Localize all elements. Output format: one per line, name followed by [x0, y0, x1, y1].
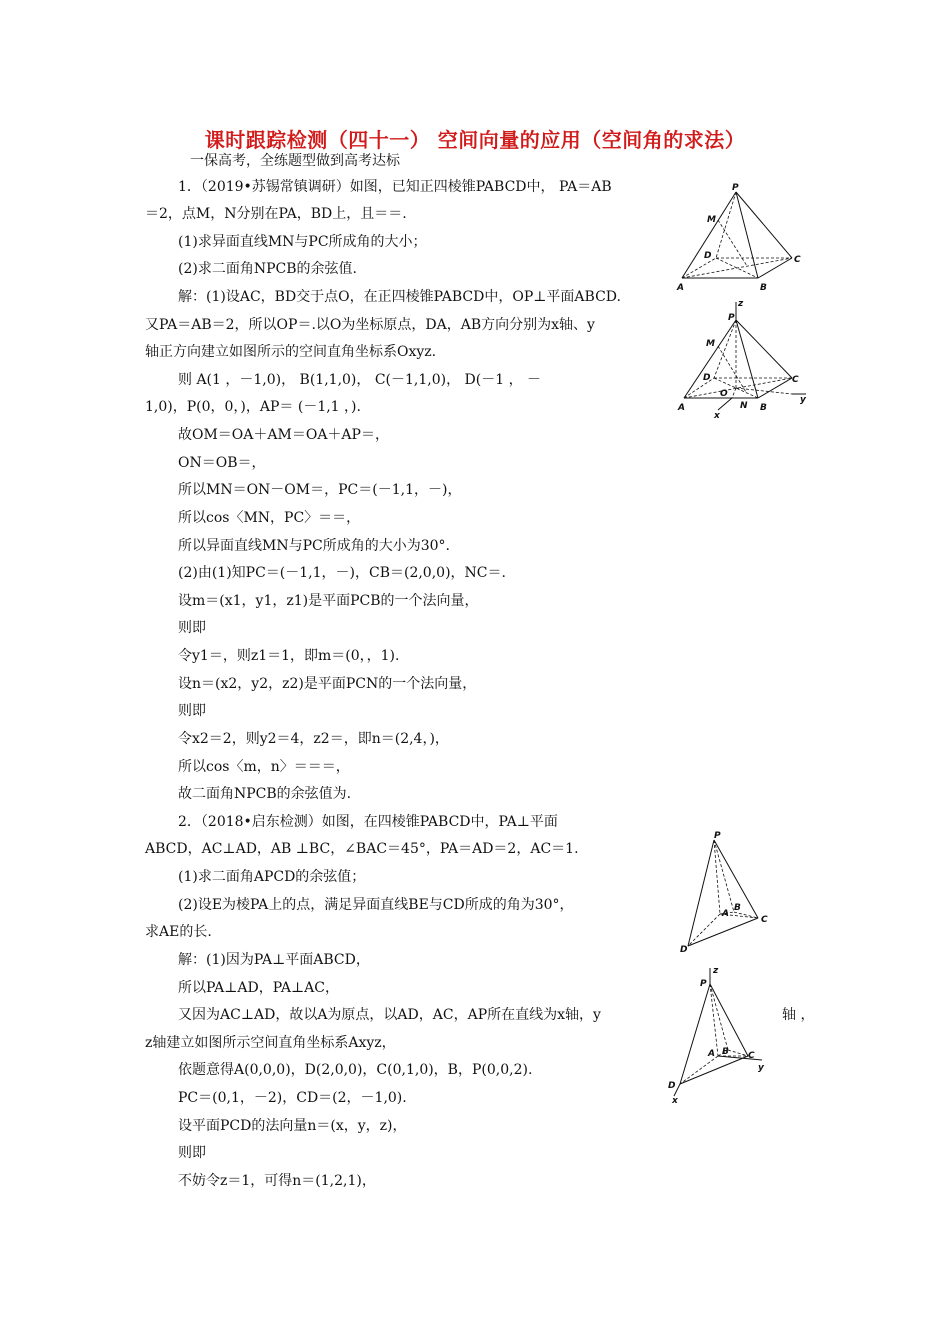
text-line: 2．（2018•启东检测）如图，在四棱锥PABCD中，PA⊥平面 — [178, 814, 558, 830]
label-B: B — [760, 283, 767, 293]
pyramid-figure-3 — [674, 828, 784, 958]
label-D: D — [703, 373, 711, 383]
text-line: 故OM＝OA＋AM＝OA＋AP＝， — [178, 427, 389, 443]
text-line: 1,0)，P(0，0，)，AP＝ (－1,1 ，). — [145, 399, 361, 415]
label-y: y — [800, 395, 806, 405]
text-line: 求AE的长. — [145, 924, 212, 940]
label-D: D — [704, 251, 712, 261]
text-line: 设平面PCD的法向量n＝(x，y，z)， — [178, 1118, 407, 1134]
text-line: 又因为AC⊥AD，故以A为原点，以AD，AC，AP所在直线为x轴，y — [178, 1007, 601, 1023]
pyramid-figure-1 — [674, 180, 810, 295]
text-line: (2)设E为棱PA上的点，满足异面直线BE与CD所成的角为30°， — [178, 897, 574, 913]
label-P: P — [728, 313, 735, 323]
text-line: 解：(1)因为PA⊥平面ABCD， — [178, 952, 370, 968]
text-line: 所以PA⊥AD，PA⊥AC， — [178, 980, 339, 996]
pyramid-figure-2 — [674, 298, 810, 420]
label-y: y — [758, 1063, 764, 1073]
subtitle: 一保高考，全练题型做到高考达标 — [190, 153, 400, 169]
text-line: PC＝(0,1，－2)，CD＝(2，－1,0). — [178, 1090, 407, 1106]
label-z: z — [713, 966, 719, 976]
text-line: z轴建立如图所示空间直角坐标系Axyz， — [145, 1035, 396, 1051]
label-P: P — [732, 183, 739, 193]
text-line: 则即 — [178, 703, 206, 719]
text-line: 故二面角NPCB的余弦值为. — [178, 786, 352, 802]
label-D: D — [680, 945, 688, 955]
text-line: 所以MN＝ON－OM＝，PC＝(－1,1，－)， — [178, 482, 462, 498]
text-line: 1．（2019•苏锡常镇调研）如图，已知正四棱锥PABCD中， PA＝AB — [178, 179, 612, 195]
text-line: ABCD，AC⊥AD，AB ⊥BC，∠BAC＝45°，PA＝AD＝2，AC＝1. — [145, 841, 579, 857]
label-N: N — [740, 401, 748, 411]
label-D: D — [668, 1081, 676, 1091]
label-M: M — [706, 339, 715, 349]
text-line: (2)由(1)知PC＝(－1,1，－)，CB＝(2,0,0)，NC＝. — [178, 565, 506, 581]
label-M: M — [707, 215, 716, 225]
text-line: 所以cos〈m，n〉＝＝＝， — [178, 759, 350, 775]
text-line: 则即 — [178, 1145, 206, 1161]
text-line: ON＝OB＝， — [178, 455, 266, 471]
text-line: (1)求二面角APCD的余弦值； — [178, 869, 366, 885]
text-line: (2)求二面角NPCB的余弦值. — [178, 261, 357, 277]
label-B: B — [760, 403, 767, 413]
text-line: 又PA＝AB＝2，所以OP＝.以O为坐标原点，DA，AB方向分别为x轴、y — [145, 317, 595, 333]
text-line: 解：(1)设AC，BD交于点O，在正四棱锥PABCD中，OP⊥平面ABCD. — [178, 289, 621, 305]
label-C: C — [761, 915, 768, 925]
text-line: 则即 — [178, 620, 206, 636]
label-B: B — [722, 1047, 729, 1057]
label-C: C — [792, 375, 799, 385]
text-line: 所以cos〈MN，PC〉＝＝， — [178, 510, 361, 526]
text-line: 不妨令z＝1，可得n＝(1,2,1)， — [178, 1173, 376, 1189]
label-B: B — [734, 903, 741, 913]
text-line: 轴 ， — [782, 1007, 815, 1023]
text-line: 则 A(1 ，－1,0)， B(1,1,0)， C(－1,1,0)， D(－1 ， － — [178, 372, 542, 388]
label-z: z — [738, 299, 744, 309]
label-C: C — [794, 255, 801, 265]
label-A: A — [677, 283, 684, 293]
label-P: P — [714, 831, 721, 841]
text-line: 轴正方向建立如图所示的空间直角坐标系Oxyz. — [145, 344, 437, 360]
text-line: 依题意得A(0,0,0)，D(2,0,0)，C(0,1,0)，B，P(0,0,2). — [178, 1062, 533, 1078]
label-P: P — [700, 979, 707, 989]
text-line: (1)求异面直线MN与PC所成角的大小； — [178, 234, 427, 250]
pyramid-figure-4 — [662, 964, 782, 1106]
text-line: 设m＝(x1，y1，z1)是平面PCB的一个法向量， — [178, 593, 479, 609]
label-O: O — [720, 389, 728, 399]
label-x: x — [714, 411, 720, 420]
text-line: 所以异面直线MN与PC所成角的大小为30°. — [178, 538, 450, 554]
page-title: 课时跟踪检测（四十一） 空间向量的应用（空间角的求法） — [204, 128, 746, 152]
text-line: 设n＝(x2，y2，z2)是平面PCN的一个法向量， — [178, 676, 477, 692]
text-line: ＝2，点M，N分别在PA，BD上，且＝＝. — [145, 206, 407, 222]
label-C: C — [748, 1051, 755, 1061]
label-A: A — [678, 403, 685, 413]
text-line: 令x2＝2，则y2＝4，z2＝，即n＝(2,4，)， — [178, 731, 449, 747]
label-x: x — [672, 1096, 678, 1106]
label-A: A — [722, 909, 729, 919]
text-line: 令y1＝，则z1＝1，即m＝(0，，1). — [178, 648, 400, 664]
label-A: A — [708, 1049, 715, 1059]
